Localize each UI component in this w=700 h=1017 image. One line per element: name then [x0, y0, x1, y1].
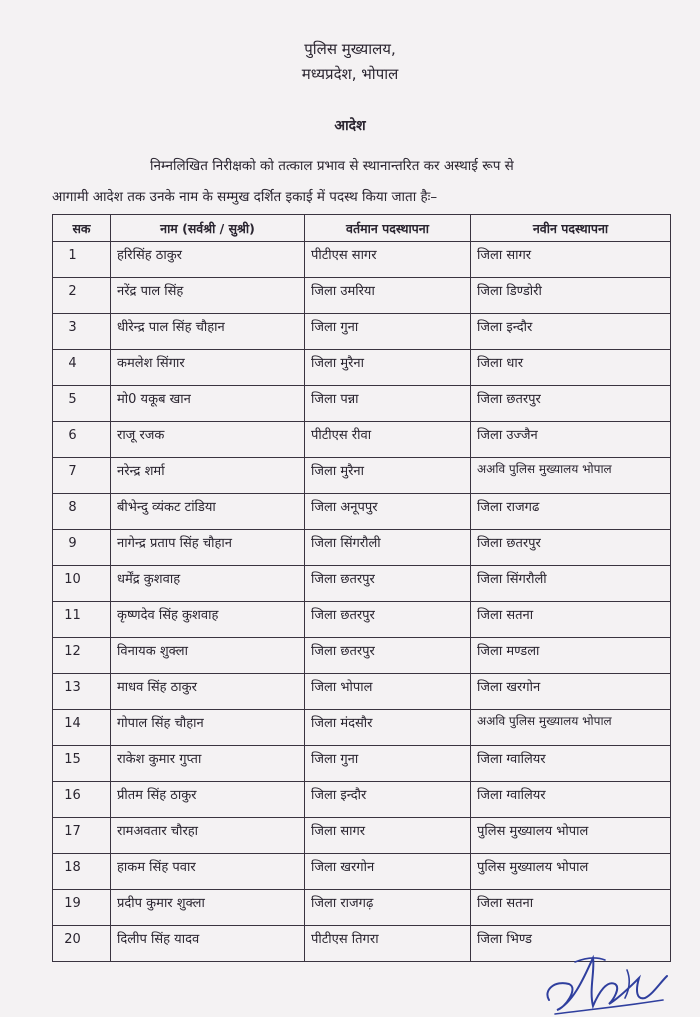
- cell-name: रामअवतार चौरहा: [111, 818, 305, 854]
- header-sno: सक: [53, 215, 111, 242]
- cell-current-posting: जिला भोपाल: [305, 674, 471, 710]
- cell-sno: 14: [53, 710, 111, 746]
- table-body: [53, 242, 671, 962]
- table-row: [53, 602, 671, 638]
- cell-name: मो0 यकूब खान: [111, 386, 305, 422]
- table-row: [53, 782, 671, 818]
- cell-current-posting: पीटीएस रीवा: [305, 422, 471, 458]
- cell-sno: 9: [53, 530, 111, 566]
- cell-new-posting: पुलिस मुख्यालय भोपाल: [471, 854, 671, 890]
- cell-current-posting: पीटीएस तिगरा: [305, 926, 471, 962]
- cell-current-posting: जिला उमरिया: [305, 278, 471, 314]
- cell-new-posting: जिला सतना: [471, 890, 671, 926]
- table-row: [53, 566, 671, 602]
- cell-name: प्रीतम सिंह ठाकुर: [111, 782, 305, 818]
- cell-current-posting: जिला इन्दौर: [305, 782, 471, 818]
- cell-sno: 20: [53, 926, 111, 962]
- cell-new-posting: जिला मण्डला: [471, 638, 671, 674]
- cell-name: कृष्णदेव सिंह कुशवाह: [111, 602, 305, 638]
- cell-current-posting: जिला मंदसौर: [305, 710, 471, 746]
- cell-current-posting: जिला खरगोन: [305, 854, 471, 890]
- cell-name: हाकम सिंह पवार: [111, 854, 305, 890]
- cell-name: धीरेन्द्र पाल सिंह चौहान: [111, 314, 305, 350]
- table-row: [53, 350, 671, 386]
- table-header-row: [53, 215, 671, 242]
- table-row: [53, 422, 671, 458]
- table-row: [53, 278, 671, 314]
- cell-sno: 15: [53, 746, 111, 782]
- table-row: [53, 458, 671, 494]
- cell-current-posting: जिला अनूपपुर: [305, 494, 471, 530]
- header-current-posting: वर्तमान पदस्थापना: [305, 215, 471, 242]
- cell-current-posting: जिला छतरपुर: [305, 602, 471, 638]
- cell-sno: 3: [53, 314, 111, 350]
- cell-new-posting: जिला इन्दौर: [471, 314, 671, 350]
- cell-name: राजू रजक: [111, 422, 305, 458]
- cell-current-posting: जिला सागर: [305, 818, 471, 854]
- header-name: नाम (सर्वश्री / सुश्री): [111, 215, 305, 242]
- cell-name: राकेश कुमार गुप्ता: [111, 746, 305, 782]
- table-row: [53, 818, 671, 854]
- cell-new-posting: जिला छतरपुर: [471, 386, 671, 422]
- header-line-2: मध्यप्रदेश, भोपाल: [301, 65, 399, 83]
- table-row: [53, 314, 671, 350]
- cell-new-posting: पुलिस मुख्यालय भोपाल: [471, 818, 671, 854]
- cell-new-posting: जिला छतरपुर: [471, 530, 671, 566]
- table-row: [53, 890, 671, 926]
- cell-current-posting: जिला गुना: [305, 314, 471, 350]
- cell-sno: 6: [53, 422, 111, 458]
- transfer-table: [52, 214, 671, 962]
- cell-sno: 7: [53, 458, 111, 494]
- cell-current-posting: पीटीएस सागर: [305, 242, 471, 278]
- cell-sno: 2: [53, 278, 111, 314]
- cell-sno: 11: [53, 602, 111, 638]
- order-title: आदेश: [334, 118, 366, 134]
- table-row: [53, 242, 671, 278]
- cell-sno: 5: [53, 386, 111, 422]
- cell-sno: 8: [53, 494, 111, 530]
- cell-new-posting: जिला डिण्डोरी: [471, 278, 671, 314]
- cell-new-posting: अअवि पुलिस मुख्यालय भोपाल: [471, 458, 671, 494]
- cell-name: विनायक शुक्ला: [111, 638, 305, 674]
- cell-new-posting: अअवि पुलिस मुख्यालय भोपाल: [471, 710, 671, 746]
- header-line-1: पुलिस मुख्यालय,: [304, 40, 396, 58]
- table-row: [53, 494, 671, 530]
- cell-new-posting: जिला राजगढ: [471, 494, 671, 530]
- cell-current-posting: जिला सिंगरौली: [305, 530, 471, 566]
- cell-new-posting: जिला ग्वालियर: [471, 782, 671, 818]
- cell-current-posting: जिला मुरैना: [305, 458, 471, 494]
- cell-name: दिलीप सिंह यादव: [111, 926, 305, 962]
- cell-name: प्रदीप कुमार शुक्ला: [111, 890, 305, 926]
- cell-current-posting: जिला छतरपुर: [305, 566, 471, 602]
- cell-new-posting: जिला उज्जैन: [471, 422, 671, 458]
- table-row: [53, 746, 671, 782]
- cell-current-posting: जिला मुरैना: [305, 350, 471, 386]
- cell-new-posting: जिला धार: [471, 350, 671, 386]
- table-row: [53, 710, 671, 746]
- intro-line-1: निम्नलिखित निरीक्षको को तत्काल प्रभाव से स्थानान्तरित कर अस्थाई रूप से: [150, 158, 514, 174]
- intro-line-2: आगामी आदेश तक उनके नाम के सम्मुख दर्शित इकाई में पदस्थ किया जाता हैः–: [52, 189, 438, 205]
- cell-current-posting: जिला छतरपुर: [305, 638, 471, 674]
- cell-current-posting: जिला गुना: [305, 746, 471, 782]
- cell-sno: 18: [53, 854, 111, 890]
- cell-sno: 19: [53, 890, 111, 926]
- cell-current-posting: जिला पन्ना: [305, 386, 471, 422]
- cell-name: नागेन्द्र प्रताप सिंह चौहान: [111, 530, 305, 566]
- cell-name: नरेन्द्र शर्मा: [111, 458, 305, 494]
- cell-new-posting: जिला खरगोन: [471, 674, 671, 710]
- cell-name: नरेंद्र पाल सिंह: [111, 278, 305, 314]
- signature-icon: [535, 940, 675, 1017]
- cell-new-posting: जिला सिंगरौली: [471, 566, 671, 602]
- table-row: [53, 854, 671, 890]
- cell-sno: 16: [53, 782, 111, 818]
- cell-new-posting: जिला सतना: [471, 602, 671, 638]
- table-row: [53, 386, 671, 422]
- cell-new-posting: जिला भिण्ड: [471, 926, 671, 962]
- cell-sno: 17: [53, 818, 111, 854]
- cell-name: हरिसिंह ठाकुर: [111, 242, 305, 278]
- cell-name: बीभेन्दु व्यंकट टांडिया: [111, 494, 305, 530]
- cell-name: धर्मेंद्र कुशवाह: [111, 566, 305, 602]
- cell-name: माधव सिंह ठाकुर: [111, 674, 305, 710]
- cell-sno: 13: [53, 674, 111, 710]
- table-row: [53, 674, 671, 710]
- cell-name: गोपाल सिंह चौहान: [111, 710, 305, 746]
- cell-sno: 10: [53, 566, 111, 602]
- table-row: [53, 638, 671, 674]
- cell-sno: 4: [53, 350, 111, 386]
- cell-current-posting: जिला राजगढ़: [305, 890, 471, 926]
- cell-sno: 1: [53, 242, 111, 278]
- table-row: [53, 530, 671, 566]
- cell-new-posting: जिला सागर: [471, 242, 671, 278]
- cell-sno: 12: [53, 638, 111, 674]
- cell-new-posting: जिला ग्वालियर: [471, 746, 671, 782]
- header-new-posting: नवीन पदस्थापना: [471, 215, 671, 242]
- cell-name: कमलेश सिंगार: [111, 350, 305, 386]
